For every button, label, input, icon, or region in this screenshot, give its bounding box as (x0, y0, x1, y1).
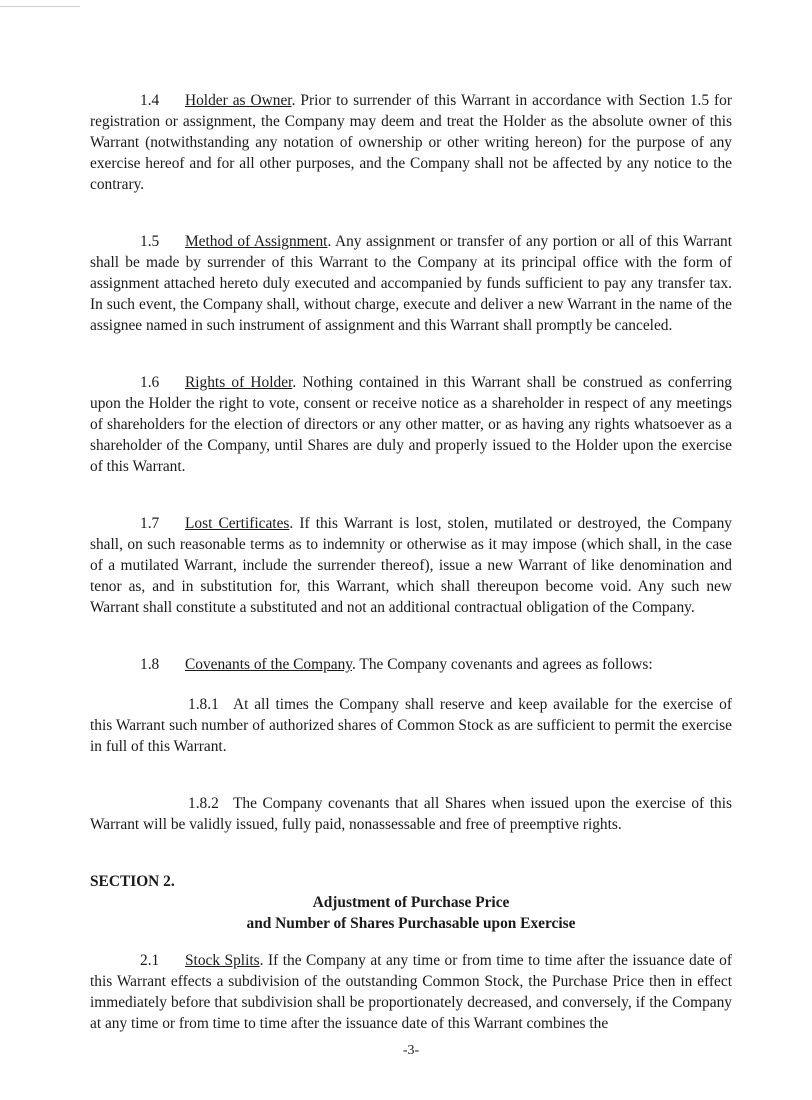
section-number: 1.8 (140, 656, 160, 673)
section-body: The Company covenants that all Shares when issued upon the exercise of this Warrant will be validly issued, fully paid, nonassessable and free of preemptive rights. (90, 795, 732, 833)
section-2-heading-2: and Number of Shares Purchasable upon Exercise (246, 915, 576, 932)
section-body: At all times the Company shall reserve and keep available for the exercise of this Warrant such number of authorized shares of Common Stock as are sufficient to permit the exercise in full of this Warrant. (90, 696, 732, 755)
section-body: . Prior to surrender of this Warrant in accordance with Section 1.5 for registration or assignment, the Company may deem and treat the Holder as the absolute owner of this Warrant (notwithstanding any notation of ownership or other writing hereon) for the purpose of any exercise hereof and for all other purposes, and the Company shall not be affected by any notice to the contrary. (90, 92, 732, 193)
section-1-5 (90, 231, 732, 336)
section-1-6 (90, 372, 732, 477)
section-2-heading-1: Adjustment of Purchase Price (312, 894, 510, 911)
section-1-8-1 (90, 694, 732, 757)
section-title: Holder as Owner (185, 92, 292, 109)
section-title: Stock Splits (185, 952, 260, 969)
section-1-8-2 (90, 793, 732, 835)
section-1-8 (90, 654, 732, 675)
section-title: Rights of Holder (185, 374, 293, 391)
section-body: . Nothing contained in this Warrant shall be construed as conferring upon the Holder the right to vote, consent or receive notice as a shareholder in respect of any meetings of shareholders for the election of directors or any other matter, or as having any rights whatsoever as a shareholder of the Company, until Shares are duly and properly issued to the Holder upon the exercise of this Warrant. (90, 374, 732, 475)
section-body: . The Company covenants and agrees as follows: (352, 656, 653, 673)
section-title: Lost Certificates (185, 515, 290, 532)
section-number: 1.5 (140, 233, 160, 250)
section-number: 1.8.1 (188, 696, 219, 713)
section-number: 2.1 (140, 952, 160, 969)
section-body: . If this Warrant is lost, stolen, mutilated or destroyed, the Company shall, on such reasonable terms as to indemnity or otherwise as it may impose (which shall, in the case of a mutilated Warrant, include the surrender thereof), issue a new Warrant of like denomination and tenor as, and in substitution for, this Warrant, which shall thereupon become void. Any such new Warrant shall constitute a substituted and not an additional contractual obligation of the Company. (90, 515, 732, 616)
page-number: -3- (402, 1043, 420, 1058)
section-2-label: SECTION 2. (90, 873, 175, 890)
section-2-1 (90, 950, 732, 1034)
section-1-4 (90, 90, 732, 195)
section-title: Method of Assignment (185, 233, 328, 250)
section-number: 1.8.2 (188, 795, 219, 812)
section-1-7 (90, 513, 732, 618)
section-number: 1.6 (140, 374, 160, 391)
section-title: Covenants of the Company (185, 656, 352, 673)
section-body: . Any assignment or transfer of any portion or all of this Warrant shall be made by surrender of this Warrant to the Company at its principal office with the form of assignment attached hereto duly executed and accompanied by funds sufficient to pay any transfer tax. In such event, the Company shall, without charge, execute and deliver a new Warrant in the name of the assignee named in such instrument of assignment and this Warrant shall promptly be canceled. (90, 233, 732, 334)
scan-edge-line (0, 6, 80, 7)
section-number: 1.7 (140, 515, 160, 532)
section-body: . If the Company at any time or from time to time after the issuance date of this Warrant effects a subdivision of the outstanding Common Stock, the Purchase Price then in effect immediately before that subdivision shall be proportionately decreased, and conversely, if the Company at any time or from time to time after the issuance date of this Warrant combines the (90, 952, 733, 1032)
section-number: 1.4 (140, 92, 160, 109)
